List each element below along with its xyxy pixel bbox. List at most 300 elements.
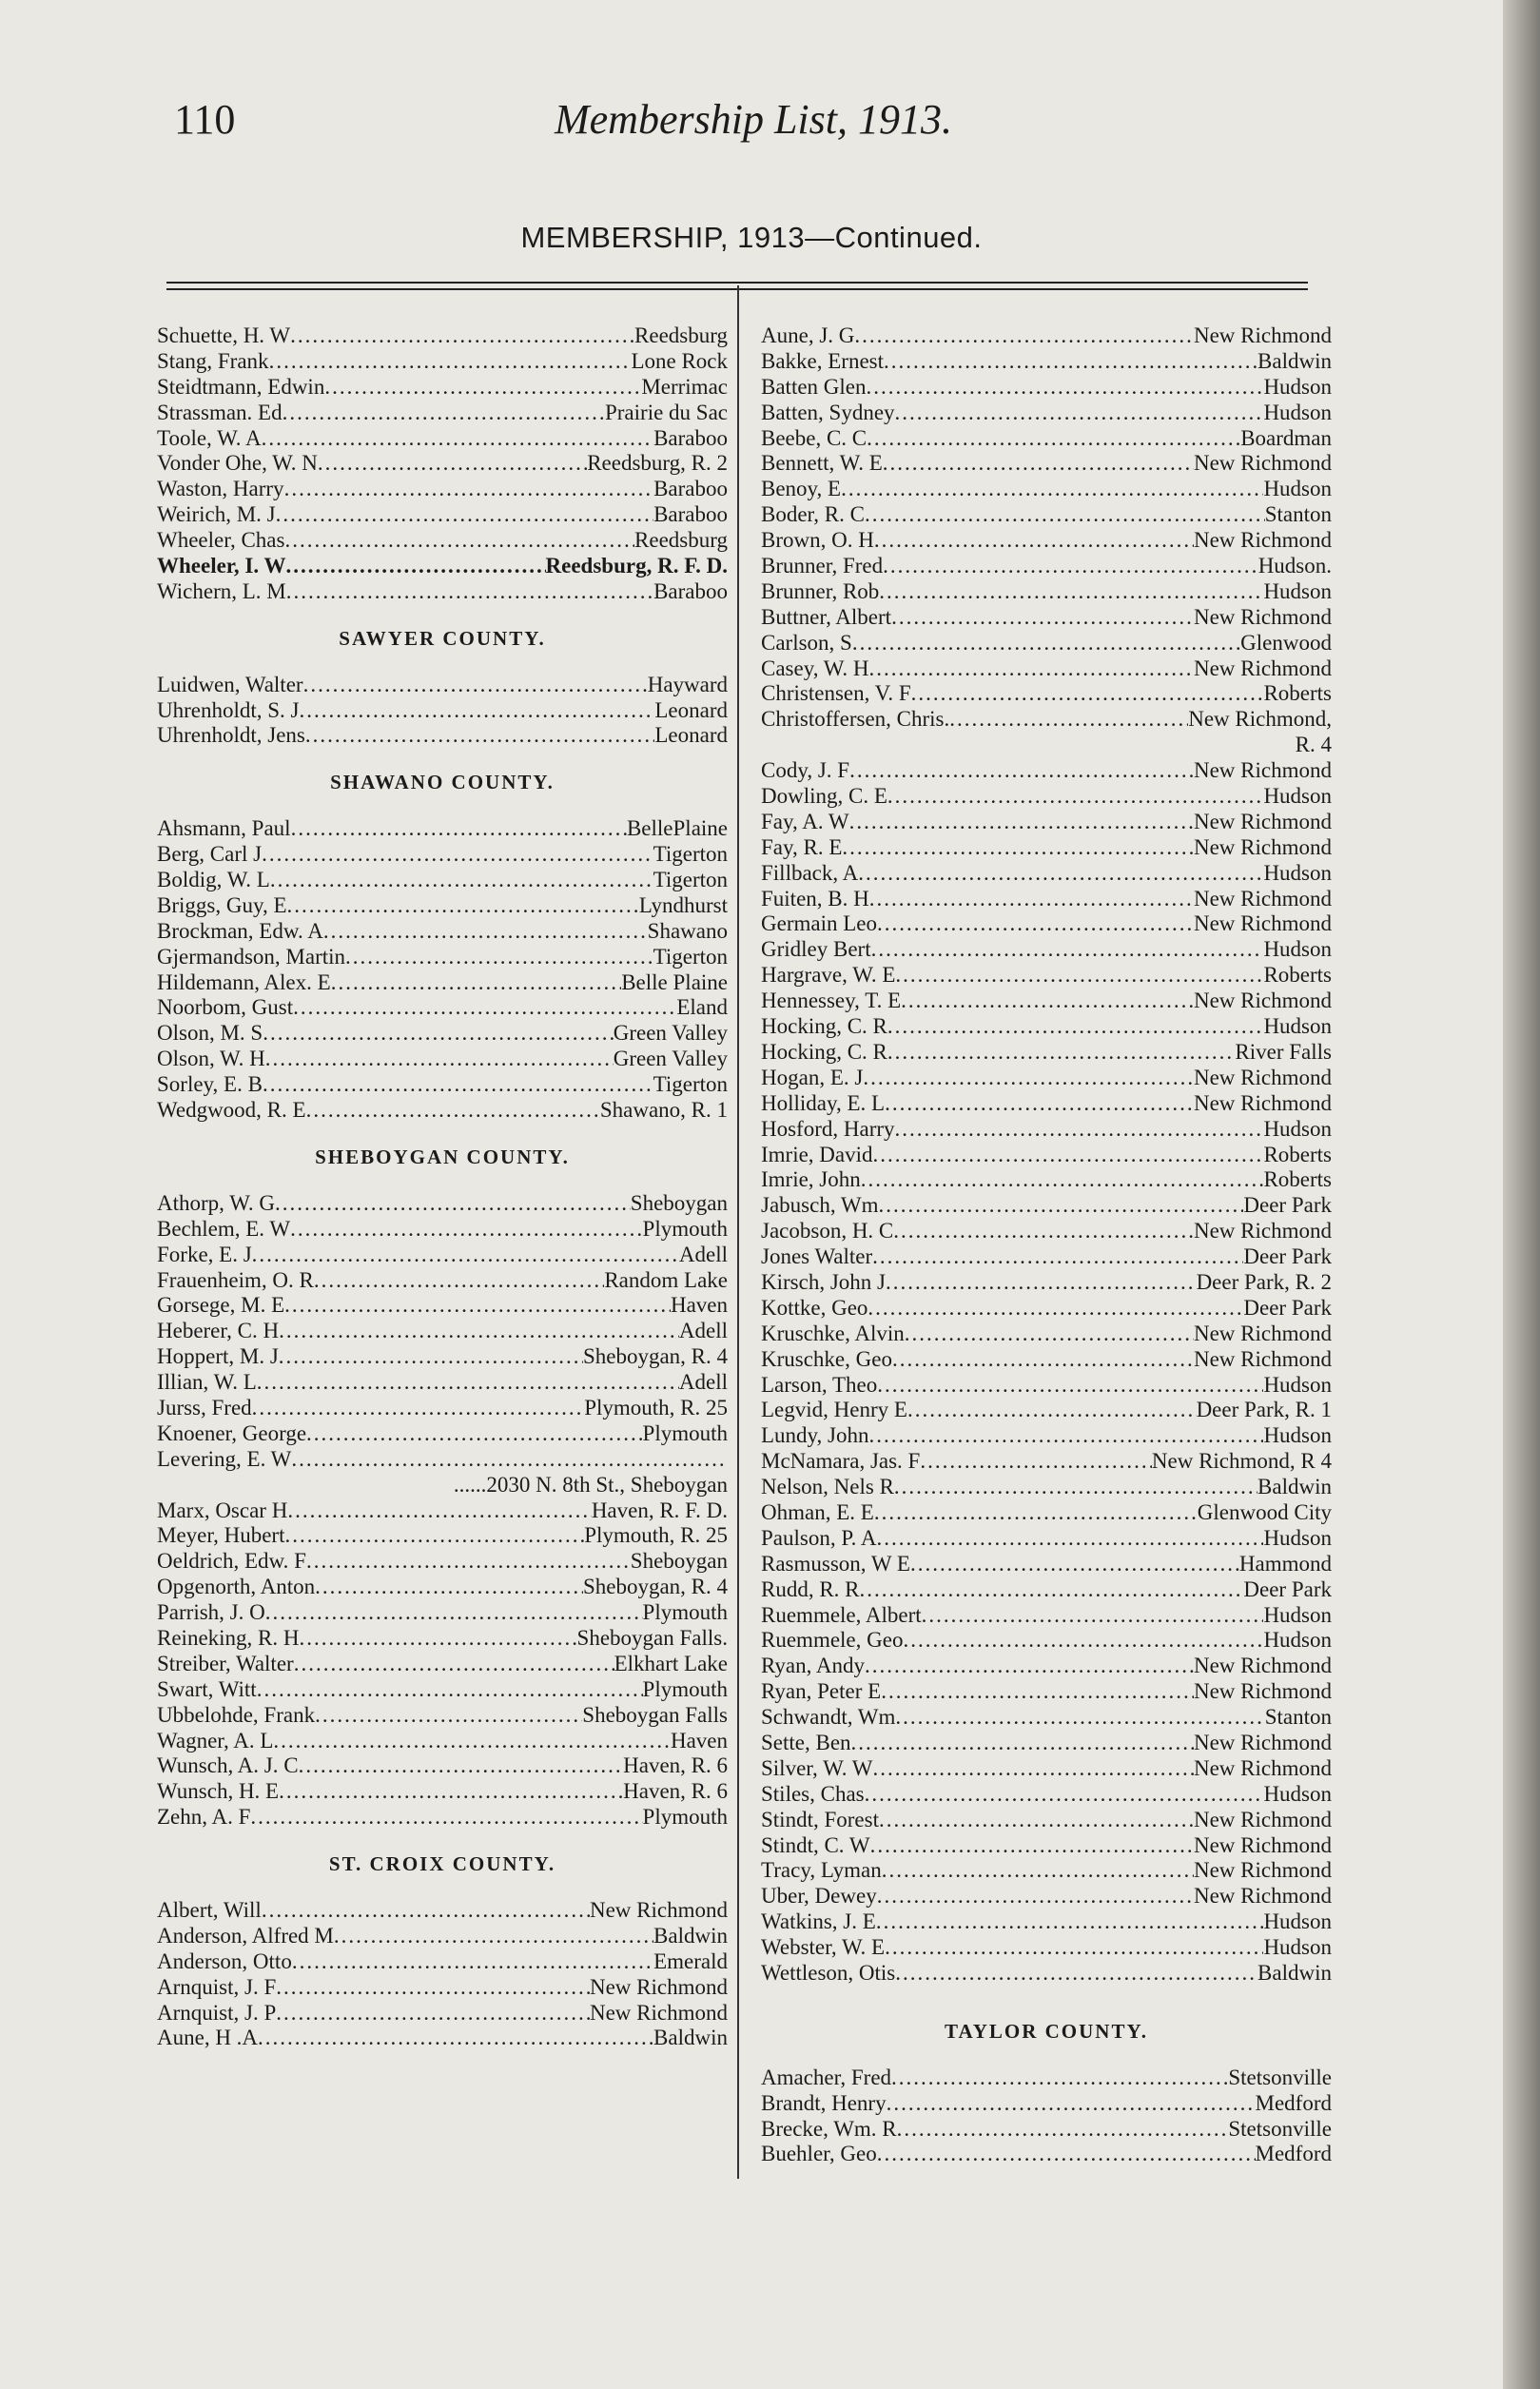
leader-dots bbox=[287, 893, 639, 919]
member-entry bbox=[157, 919, 728, 945]
leader-dots bbox=[262, 426, 654, 452]
member-place: Hudson bbox=[1263, 477, 1332, 501]
entry-list bbox=[157, 1191, 728, 1473]
leader-dots bbox=[869, 887, 1194, 912]
member-entry bbox=[157, 1600, 728, 1626]
member-place: Merrimac bbox=[641, 374, 728, 399]
member-place: Baldwin bbox=[653, 2026, 728, 2050]
leader-dots bbox=[262, 1898, 590, 1924]
leader-dots bbox=[345, 945, 653, 970]
member-entry bbox=[761, 1449, 1332, 1475]
leader-dots bbox=[276, 1975, 590, 2001]
leader-dots bbox=[265, 1600, 643, 1626]
member-place: Plymouth, R. 25 bbox=[584, 1395, 728, 1420]
member-entry bbox=[157, 1098, 728, 1124]
member-place: Hudson bbox=[1263, 1602, 1332, 1627]
county-heading: TAYLOR COUNTY. bbox=[945, 2019, 1148, 2043]
leader-dots bbox=[895, 1705, 1264, 1731]
member-name: Wedgwood, R. E bbox=[157, 1098, 306, 1123]
member-entry bbox=[761, 1091, 1332, 1117]
member-name: Marx, Oscar H bbox=[157, 1498, 288, 1522]
leader-dots bbox=[910, 1552, 1239, 1577]
member-name: Ohman, E. E bbox=[761, 1499, 874, 1524]
member-name: Kruschke, Geo bbox=[761, 1346, 892, 1371]
member-place: Emerald bbox=[653, 1948, 728, 1973]
member-name: Lundy, John bbox=[761, 1423, 869, 1448]
member-place: Haven, R. 6 bbox=[623, 1753, 728, 1778]
member-name: Bechlem, E. W bbox=[157, 1216, 291, 1241]
member-entry bbox=[157, 528, 728, 554]
leader-dots bbox=[877, 1373, 1263, 1399]
leader-dots bbox=[877, 2142, 1256, 2167]
member-name: Waston, Harry bbox=[157, 477, 284, 501]
member-name: Watkins, J. E bbox=[761, 1909, 876, 1934]
member-name: Schuette, H. W bbox=[157, 323, 291, 347]
leader-dots bbox=[324, 375, 641, 401]
member-place: Roberts bbox=[1263, 1167, 1332, 1192]
member-name: Sette, Ben bbox=[761, 1730, 851, 1754]
leader-dots bbox=[284, 1523, 584, 1549]
member-entry bbox=[761, 528, 1332, 554]
member-name: Ahsmann, Paul bbox=[157, 816, 291, 841]
member-entry bbox=[761, 2142, 1332, 2167]
member-name: Stindt, Forest bbox=[761, 1807, 879, 1831]
leader-dots bbox=[290, 1217, 642, 1243]
member-place: New Richmond bbox=[1193, 1832, 1332, 1857]
member-entry bbox=[157, 1949, 728, 1975]
member-name: Wagner, A. L bbox=[157, 1728, 274, 1753]
member-entry bbox=[761, 911, 1332, 937]
entry-continuation: R. 4 bbox=[1295, 733, 1332, 757]
member-name: Wunsch, A. J. C bbox=[157, 1753, 299, 1778]
leader-dots bbox=[881, 1679, 1194, 1705]
member-name: Knoener, George bbox=[157, 1420, 307, 1445]
leader-dots bbox=[275, 1191, 631, 1217]
member-name: Streiber, Walter bbox=[157, 1651, 294, 1675]
member-name: Gridley Bert bbox=[761, 937, 871, 962]
leader-dots bbox=[252, 1243, 679, 1268]
member-entry bbox=[761, 707, 1332, 733]
member-entry bbox=[157, 1779, 728, 1805]
leader-dots bbox=[865, 1654, 1194, 1679]
member-entry bbox=[761, 1961, 1332, 1987]
member-name: Jurss, Fred bbox=[157, 1395, 252, 1420]
member-entry bbox=[761, 1782, 1332, 1808]
member-entry bbox=[761, 1040, 1332, 1066]
member-entry bbox=[157, 1396, 728, 1421]
member-name: Hogan, E. J bbox=[761, 1065, 864, 1089]
member-name: Aune, H .A bbox=[157, 2026, 259, 2050]
left-column bbox=[157, 323, 728, 2051]
member-entry bbox=[761, 1244, 1332, 1270]
member-place: Deer Park, R. 2 bbox=[1196, 1269, 1332, 1294]
member-place: New Richmond bbox=[1193, 1219, 1332, 1243]
member-name: Benoy, E bbox=[761, 477, 842, 501]
leader-dots bbox=[291, 816, 627, 842]
member-place: BellePlaine bbox=[626, 816, 728, 841]
member-name: Meyer, Hubert bbox=[157, 1523, 285, 1548]
member-name: Wheeler, I. W bbox=[157, 554, 286, 578]
member-place: Hudson bbox=[1263, 1423, 1332, 1448]
member-name: Webster, W. E bbox=[761, 1935, 886, 1960]
member-place: Sheboygan, R. 4 bbox=[582, 1575, 728, 1599]
member-entry bbox=[761, 1296, 1332, 1322]
member-place: Deer Park, R. 1 bbox=[1196, 1398, 1332, 1422]
member-place: Hudson bbox=[1263, 1372, 1332, 1397]
member-name: Gjermandson, Martin bbox=[157, 944, 346, 969]
member-entry bbox=[157, 698, 728, 724]
member-entry bbox=[157, 995, 728, 1021]
entry-list bbox=[157, 1498, 728, 1831]
member-entry bbox=[157, 1898, 728, 1924]
entry-list bbox=[761, 323, 1332, 733]
member-place: Stetsonville bbox=[1228, 2116, 1332, 2141]
member-name: Boldig, W. L bbox=[157, 868, 270, 892]
leader-dots bbox=[294, 1652, 614, 1677]
member-entry bbox=[157, 673, 728, 698]
member-entry bbox=[761, 937, 1332, 963]
member-place: New Richmond bbox=[589, 2000, 728, 2025]
member-place: Plymouth, R. 25 bbox=[584, 1523, 728, 1548]
member-place: Hudson bbox=[1263, 1628, 1332, 1653]
member-entry bbox=[761, 1552, 1332, 1577]
leader-dots bbox=[894, 1475, 1257, 1500]
member-name: Berg, Carl J bbox=[157, 842, 263, 867]
member-name: Fuiten, B. H bbox=[761, 886, 869, 911]
entry-list bbox=[157, 1898, 728, 2051]
member-name: Larson, Theo bbox=[761, 1372, 878, 1397]
member-name: Germain Leo bbox=[761, 911, 877, 936]
member-place: Roberts bbox=[1263, 681, 1332, 706]
member-place: Belle Plaine bbox=[621, 969, 728, 994]
member-entry bbox=[157, 1021, 728, 1047]
leader-dots bbox=[879, 579, 1263, 605]
member-name: Imrie, David bbox=[761, 1142, 873, 1166]
member-entry bbox=[761, 963, 1332, 989]
member-name: Fay, A. W bbox=[761, 809, 849, 833]
member-place: Hudson bbox=[1263, 400, 1332, 424]
member-entry bbox=[761, 1398, 1332, 1423]
member-place: Deer Park bbox=[1243, 1295, 1332, 1320]
member-place: New Richmond bbox=[1193, 834, 1332, 859]
member-entry bbox=[157, 1421, 728, 1447]
member-name: Briggs, Guy, E bbox=[157, 892, 287, 917]
member-name: Legvid, Henry E bbox=[761, 1398, 907, 1422]
county-heading: SHAWANO COUNTY. bbox=[330, 771, 555, 794]
member-name: Bennett, W. E bbox=[761, 451, 883, 476]
leader-dots bbox=[276, 2001, 590, 2027]
leader-dots bbox=[867, 375, 1264, 401]
member-name: Aune, J. G bbox=[761, 323, 855, 347]
member-entry bbox=[157, 1677, 728, 1703]
member-entry bbox=[157, 1703, 728, 1729]
leader-dots bbox=[305, 723, 654, 749]
member-name: Sorley, E. B bbox=[157, 1072, 263, 1097]
leader-dots bbox=[897, 2117, 1229, 2143]
leader-dots bbox=[331, 970, 622, 996]
member-place: Plymouth bbox=[642, 1216, 728, 1241]
leader-dots bbox=[892, 1347, 1194, 1373]
member-name: Wichern, L. M bbox=[157, 578, 286, 603]
member-entry bbox=[157, 579, 728, 605]
member-name: Vonder Ohe, W. N bbox=[157, 451, 318, 476]
member-name: Albert, Will bbox=[157, 1897, 262, 1922]
member-entry bbox=[157, 893, 728, 919]
leader-dots bbox=[883, 554, 1258, 579]
member-name: Cody, J. F bbox=[761, 758, 850, 783]
member-entry bbox=[761, 502, 1332, 528]
leader-dots bbox=[293, 995, 676, 1021]
member-place: Hayward bbox=[647, 672, 728, 696]
member-entry bbox=[761, 579, 1332, 605]
member-name: Wheeler, Chas bbox=[157, 528, 285, 553]
member-entry bbox=[157, 426, 728, 452]
leader-dots bbox=[263, 1021, 614, 1047]
member-name: Weirich, M. J bbox=[157, 502, 276, 527]
member-name: Stiles, Chas bbox=[761, 1781, 865, 1806]
county-heading: SAWYER COUNTY. bbox=[339, 626, 546, 650]
member-place: New Richmond bbox=[1193, 1321, 1332, 1345]
leader-dots bbox=[874, 528, 1194, 554]
member-place: Haven, R. 6 bbox=[623, 1779, 728, 1804]
leader-dots bbox=[887, 1040, 1236, 1066]
leader-dots bbox=[283, 401, 605, 426]
leader-dots bbox=[257, 1370, 679, 1396]
leader-dots bbox=[885, 1935, 1263, 1961]
member-name: Nelson, Nels R bbox=[761, 1475, 894, 1499]
leader-dots bbox=[263, 1072, 653, 1098]
leader-dots bbox=[284, 1293, 671, 1319]
leader-dots bbox=[290, 323, 634, 349]
member-place: New Richmond bbox=[1193, 1807, 1332, 1831]
leader-dots bbox=[285, 554, 545, 579]
member-place: New Richmond bbox=[1193, 1755, 1332, 1780]
member-entry bbox=[761, 2066, 1332, 2091]
member-entry bbox=[157, 970, 728, 996]
member-place: Plymouth bbox=[642, 1676, 728, 1701]
member-name: Hargrave, W. E bbox=[761, 963, 896, 988]
leader-dots bbox=[860, 1577, 1244, 1603]
member-name: Wettleson, Otis bbox=[761, 1961, 896, 1985]
member-place: Prairie du Sac bbox=[604, 400, 728, 424]
member-place: Adell bbox=[678, 1370, 728, 1395]
member-name: Levering, E. W bbox=[157, 1446, 292, 1471]
leader-dots bbox=[873, 1756, 1194, 1782]
leader-dots bbox=[841, 477, 1263, 502]
member-place: Medford bbox=[1255, 2090, 1332, 2115]
member-place: Hudson bbox=[1263, 784, 1332, 809]
member-name: Toole, W. A bbox=[157, 425, 262, 450]
leader-dots bbox=[858, 861, 1263, 887]
member-place: Sheboygan Falls bbox=[582, 1702, 728, 1727]
leader-dots bbox=[882, 1858, 1194, 1884]
leader-dots bbox=[870, 1833, 1194, 1859]
member-entry bbox=[157, 1924, 728, 1949]
member-place: New Richmond bbox=[1193, 1346, 1332, 1371]
leader-dots bbox=[279, 1319, 679, 1344]
member-entry bbox=[157, 816, 728, 842]
member-place: New Richmond bbox=[1193, 451, 1332, 476]
leader-dots bbox=[895, 401, 1264, 426]
member-entry bbox=[761, 810, 1332, 835]
member-name: Ruemmele, Geo bbox=[761, 1628, 904, 1653]
leader-dots bbox=[901, 989, 1194, 1014]
member-place: Glenwood bbox=[1240, 630, 1332, 655]
member-place: Hudson. bbox=[1257, 554, 1332, 578]
leader-dots bbox=[869, 656, 1194, 682]
member-name: Olson, M. S bbox=[157, 1021, 263, 1046]
member-name: Dowling, C. E bbox=[761, 784, 887, 809]
member-entry bbox=[761, 1884, 1332, 1909]
member-name: Brown, O. H bbox=[761, 528, 874, 553]
member-place: Tigerton bbox=[653, 868, 728, 892]
member-name: Beebe, C. C bbox=[761, 425, 867, 450]
member-name: Brunner, Rob bbox=[761, 578, 880, 603]
member-entry bbox=[157, 723, 728, 749]
member-entry bbox=[157, 349, 728, 375]
member-name: Strassman. Ed bbox=[157, 400, 283, 424]
leader-dots bbox=[323, 919, 648, 945]
member-entry bbox=[761, 1756, 1332, 1782]
member-entry bbox=[761, 1219, 1332, 1244]
member-entry bbox=[761, 1935, 1332, 1961]
member-entry bbox=[761, 1577, 1332, 1603]
member-name: Buehler, Geo bbox=[761, 2142, 877, 2166]
leader-dots bbox=[291, 1447, 728, 1473]
member-entry bbox=[157, 2026, 728, 2051]
member-name: Uber, Dewey bbox=[761, 1884, 877, 1909]
member-entry bbox=[761, 1143, 1332, 1168]
member-name: Steidtmann, Edwin bbox=[157, 374, 325, 399]
leader-dots bbox=[905, 1322, 1194, 1347]
member-entry bbox=[761, 1014, 1332, 1040]
member-place: New Richmond bbox=[1193, 758, 1332, 783]
member-place: Plymouth bbox=[642, 1805, 728, 1830]
member-entry bbox=[761, 1858, 1332, 1884]
member-name: Imrie, John bbox=[761, 1167, 861, 1192]
top-rule bbox=[166, 282, 1308, 284]
member-name: Uhrenholdt, Jens bbox=[157, 723, 305, 748]
member-entry bbox=[761, 1654, 1332, 1679]
member-entry bbox=[157, 1370, 728, 1396]
member-entry bbox=[157, 1268, 728, 1294]
leader-dots bbox=[887, 2091, 1256, 2117]
leader-dots bbox=[867, 1296, 1243, 1322]
leader-dots bbox=[922, 1603, 1264, 1629]
member-entry bbox=[761, 1731, 1332, 1756]
member-entry bbox=[761, 1679, 1332, 1705]
member-name: Brandt, Henry bbox=[761, 2090, 887, 2115]
leader-dots bbox=[873, 1143, 1264, 1168]
leader-dots bbox=[876, 1909, 1264, 1935]
member-place: Haven bbox=[670, 1293, 728, 1318]
member-entry bbox=[157, 1626, 728, 1652]
member-place: New Richmond bbox=[589, 1897, 728, 1922]
member-place: Hudson bbox=[1263, 374, 1332, 399]
member-name: Luidwen, Walter bbox=[157, 672, 303, 696]
member-place: Hudson bbox=[1263, 1014, 1332, 1039]
leader-dots bbox=[887, 784, 1264, 810]
entry-list bbox=[761, 758, 1332, 1987]
leader-dots bbox=[842, 835, 1194, 861]
member-name: Fillback, A bbox=[761, 860, 859, 885]
leader-dots bbox=[911, 681, 1264, 707]
leader-dots bbox=[851, 1731, 1194, 1756]
member-place: Shawano bbox=[647, 918, 728, 943]
leader-dots bbox=[306, 1098, 600, 1124]
member-place: New Richmond bbox=[1193, 528, 1332, 553]
member-entry bbox=[761, 1167, 1332, 1193]
member-place: New Richmond bbox=[1193, 1730, 1332, 1754]
member-name: Noorbom, Gust bbox=[157, 995, 294, 1020]
member-name: Jabusch, Wm bbox=[761, 1193, 879, 1218]
member-entry bbox=[761, 1423, 1332, 1449]
member-entry bbox=[157, 1498, 728, 1524]
member-name: Heberer, C. H bbox=[157, 1319, 280, 1343]
member-place: Sheboygan, R. 4 bbox=[582, 1344, 728, 1369]
member-name: Batten, Sydney bbox=[761, 400, 895, 424]
member-place: Baldwin bbox=[1257, 348, 1332, 373]
member-name: Brecke, Wm. R bbox=[761, 2116, 897, 2141]
leader-dots bbox=[273, 1729, 671, 1754]
member-place: Baraboo bbox=[653, 425, 728, 450]
member-entry bbox=[761, 605, 1332, 631]
member-name: Kottke, Geo bbox=[761, 1295, 868, 1320]
running-head bbox=[174, 95, 1030, 152]
member-entry bbox=[761, 1373, 1332, 1399]
member-place: Hudson bbox=[1263, 860, 1332, 885]
member-entry bbox=[157, 502, 728, 528]
leader-dots bbox=[287, 1498, 591, 1524]
member-place: Random Lake bbox=[604, 1267, 728, 1292]
member-name: Buttner, Albert bbox=[761, 604, 892, 629]
member-entry bbox=[157, 868, 728, 893]
member-entry bbox=[761, 375, 1332, 401]
member-name: Boder, R. C bbox=[761, 502, 865, 527]
leader-dots bbox=[865, 1782, 1264, 1808]
member-entry bbox=[157, 1072, 728, 1098]
member-name: Hildemann, Alex. E bbox=[157, 969, 331, 994]
leader-dots bbox=[886, 1270, 1197, 1296]
member-place: Deer Park bbox=[1243, 1193, 1332, 1218]
member-name: Anderson, Alfred M bbox=[157, 1923, 334, 1948]
member-place: Medford bbox=[1255, 2142, 1332, 2166]
member-place: Lone Rock bbox=[631, 348, 728, 373]
leader-dots bbox=[854, 323, 1194, 349]
leader-dots bbox=[269, 349, 632, 375]
leader-dots bbox=[895, 963, 1263, 989]
member-place: Tigerton bbox=[653, 1072, 728, 1097]
leader-dots bbox=[876, 1526, 1263, 1552]
leader-dots bbox=[334, 1924, 653, 1949]
entry-list bbox=[761, 2066, 1332, 2168]
leader-dots bbox=[284, 477, 654, 502]
member-entry bbox=[157, 375, 728, 401]
member-entry bbox=[761, 323, 1332, 349]
leader-dots bbox=[895, 1961, 1257, 1987]
member-entry bbox=[761, 1347, 1332, 1373]
member-entry bbox=[761, 349, 1332, 375]
member-name: Forke, E. J bbox=[157, 1242, 252, 1266]
member-place: New Richmond bbox=[1193, 1090, 1332, 1115]
leader-dots bbox=[315, 1703, 582, 1729]
member-entry bbox=[157, 1447, 728, 1473]
member-entry bbox=[157, 1319, 728, 1344]
member-name: Wunsch, H. E bbox=[157, 1779, 280, 1804]
member-place: Stetsonville bbox=[1228, 2065, 1332, 2089]
member-place: New Richmond bbox=[1193, 1679, 1332, 1704]
member-entry bbox=[761, 2117, 1332, 2143]
